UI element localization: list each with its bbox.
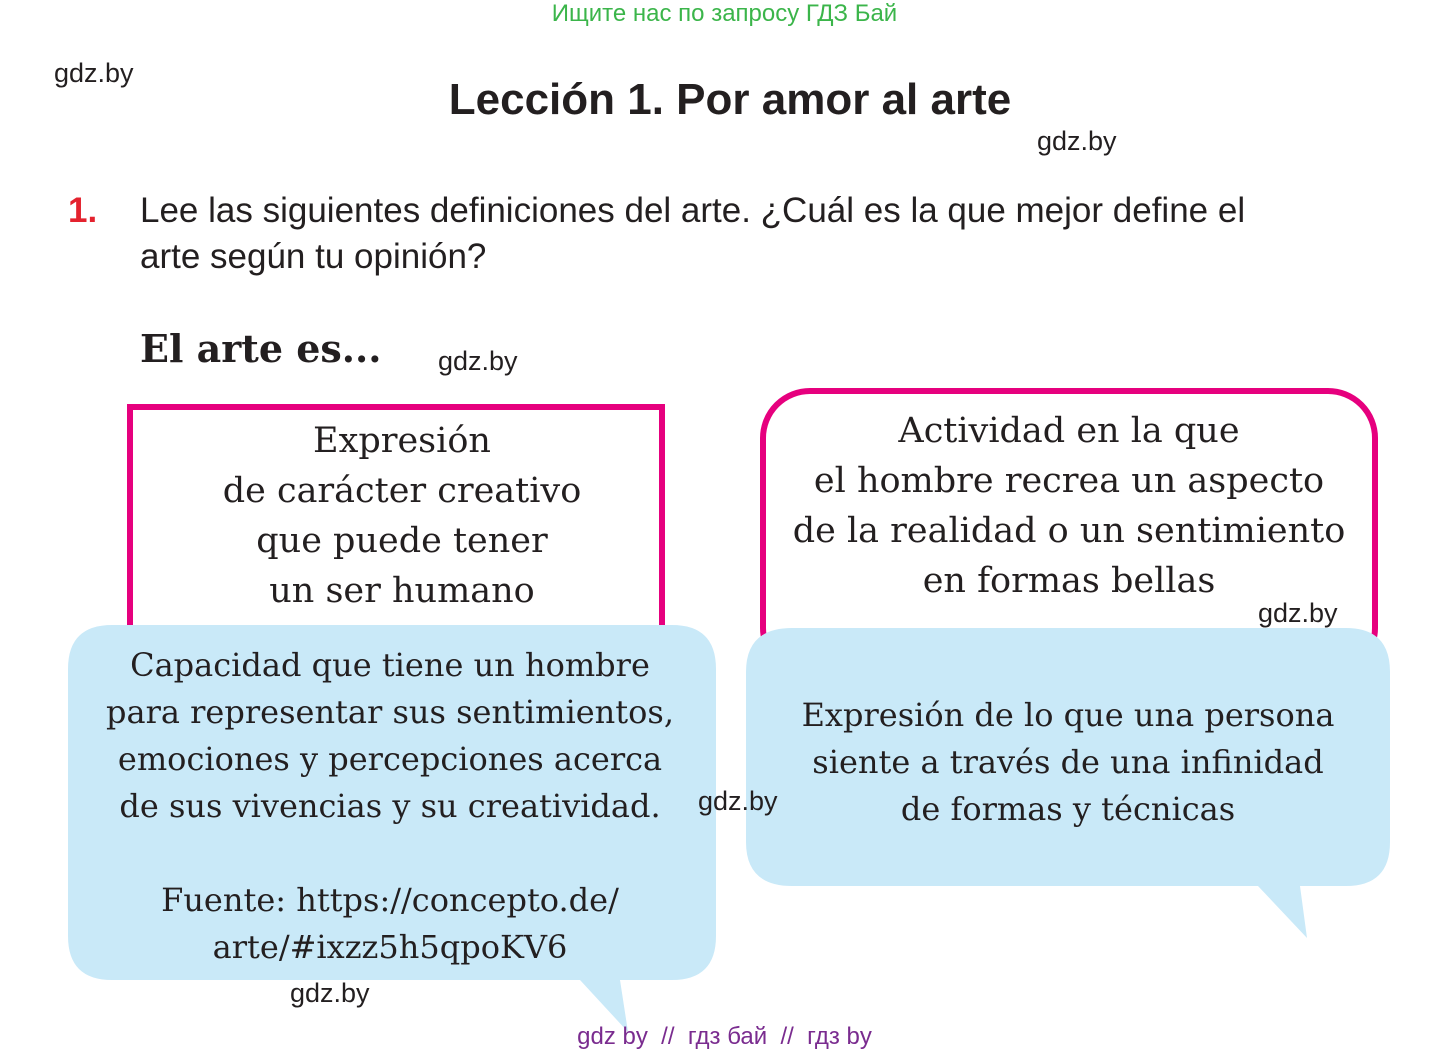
definition-line: de formas y técnicas <box>900 790 1236 828</box>
definition-line: un ser humano <box>269 571 535 611</box>
source-line: Fuente: https://concepto.de/ <box>161 881 619 919</box>
exercise-instruction-line: Lee las siguientes definiciones del arte. ¿Cuál es la que mejor define el <box>140 191 1246 230</box>
definition-line: de la realidad o un sentimiento <box>792 511 1346 551</box>
exercise-number: 1. <box>68 191 98 230</box>
exercise-instruction-line: arte según tu opinión? <box>140 237 487 276</box>
definition-line: de carácter creativo <box>222 471 582 511</box>
definition-3-text <box>70 642 710 971</box>
definition-line: Actividad en la que <box>898 411 1240 451</box>
definition-4-text <box>748 692 1388 833</box>
definition-line: Expresión <box>313 421 491 461</box>
definition-line: Capacidad que tiene un hombre <box>130 646 650 684</box>
page-title: Lección 1. Por amor al arte <box>448 75 1012 124</box>
source-line: arte/#ixzz5h5qpoKV6 <box>212 928 568 966</box>
definition-line: en formas bellas <box>922 561 1216 601</box>
definition-line: de sus vivencias y su creatividad. <box>119 787 661 825</box>
definition-line: Expresión de lo que una persona <box>801 696 1335 734</box>
definition-line: para representar sus sentimientos, <box>106 693 674 731</box>
definition-line: emociones y percepciones acerca <box>117 740 663 778</box>
watermark: gdz.by <box>438 346 518 376</box>
definition-line: siente a través de una infinidad <box>812 743 1324 781</box>
definition-line: que puede tener <box>256 521 548 561</box>
watermark: gdz.by <box>54 58 134 88</box>
watermark: gdz.by <box>1037 126 1117 156</box>
watermark: gdz.by <box>290 978 370 1008</box>
top-banner: Ищите нас по запросу ГДЗ Бай <box>551 0 898 27</box>
watermark: gdz.by <box>698 786 778 816</box>
definition-line: el hombre recrea un aspecto <box>813 461 1325 501</box>
footer-links[interactable]: gdz by // гдз бай // гдз by <box>577 1023 872 1050</box>
watermark: gdz.by <box>1258 598 1338 628</box>
subheading: El arte es... <box>140 326 382 371</box>
